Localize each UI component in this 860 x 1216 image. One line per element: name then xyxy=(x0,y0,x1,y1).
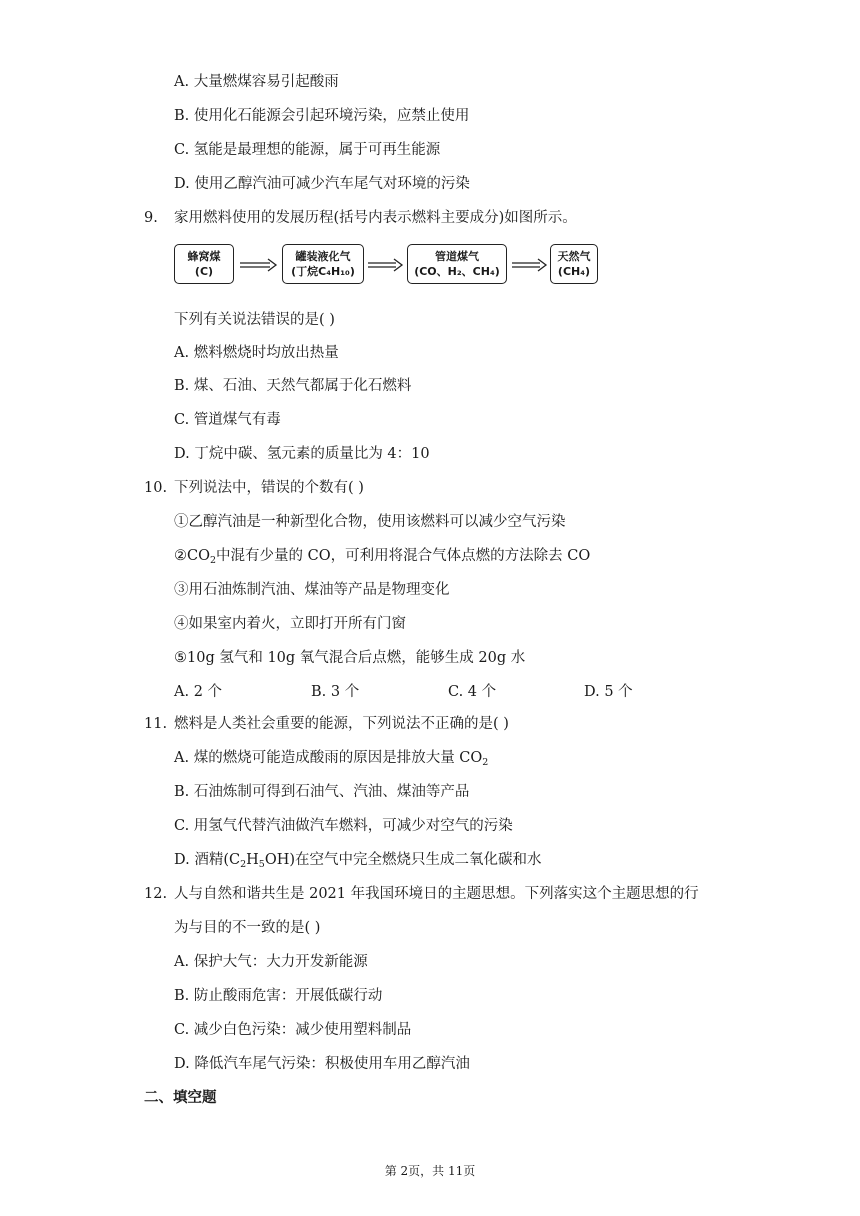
q10-stem: 下列说法中，错误的个数有( ) xyxy=(174,480,364,496)
q11-stem: 燃料是人类社会重要的能源，下列说法不正确的是( ) xyxy=(174,716,509,732)
q8-option-d: D. 使用乙醇汽油可减少汽车尾气对环境的污染 xyxy=(174,176,470,192)
option-text: OH)在空气中完全燃烧只生成二氧化碳和水 xyxy=(264,852,542,868)
q11-option-d xyxy=(174,850,542,875)
q10-statement-2 xyxy=(174,546,590,571)
flow-box-label: 天然气 xyxy=(557,250,591,263)
q10-option-a: A. 2 个 xyxy=(174,684,223,700)
q10-statement-5: ⑤10g 氢气和 10g 氧气混合后点燃，能够生成 20g 水 xyxy=(174,650,526,666)
flow-box-pipeline-gas xyxy=(407,244,507,284)
q9-stem: 家用燃料使用的发展历程(括号内表示燃料主要成分)如图所示。 xyxy=(174,210,577,226)
subscript: 2 xyxy=(240,859,247,870)
q10-number: 10. xyxy=(144,480,168,496)
option-text: A. 煤的燃烧可能造成酸雨的原因是排放大量 CO xyxy=(174,750,483,766)
q10-option-c: C. 4 个 xyxy=(448,684,497,700)
flow-box-lpg xyxy=(282,244,364,284)
subscript: 2 xyxy=(482,757,489,768)
q12-number: 12. xyxy=(144,886,168,902)
flow-box-label: 罐装液化气 xyxy=(295,250,351,263)
q10-statement-4: ④如果室内着火，立即打开所有门窗 xyxy=(174,616,406,632)
q12-option-b: B. 防止酸雨危害：开展低碳行动 xyxy=(174,988,383,1004)
q10-statement-1: ①乙醇汽油是一种新型化合物，使用该燃料可以减少空气污染 xyxy=(174,514,566,530)
statement-text: ②CO xyxy=(174,548,210,564)
flow-box-label: 蜂窝煤 xyxy=(187,250,221,263)
flow-box-honeycomb-coal xyxy=(174,244,234,284)
section-title: 二、填空题 xyxy=(144,1090,217,1106)
q10-option-b: B. 3 个 xyxy=(311,684,360,700)
flow-box-formula: (C) xyxy=(194,265,214,278)
q10-statement-3: ③用石油炼制汽油、煤油等产品是物理变化 xyxy=(174,582,450,598)
arrow-right-icon xyxy=(240,258,278,272)
q8-option-b: B. 使用化石能源会引起环境污染，应禁止使用 xyxy=(174,108,470,124)
q12-stem-line1: 人与自然和谐共生是 2021 年我国环境日的主题思想。下列落实这个主题思想的行 xyxy=(174,886,699,902)
statement-text: 中混有少量的 CO，可利用将混合气体点燃的方法除去 CO xyxy=(216,548,591,564)
arrow-right-icon xyxy=(368,258,404,272)
q9-prompt: 下列有关说法错误的是( ) xyxy=(174,312,335,328)
q8-option-c: C. 氢能是最理想的能源，属于可再生能源 xyxy=(174,142,441,158)
subscript: 2 xyxy=(209,555,217,566)
q12-option-c: C. 减少白色污染：减少使用塑料制品 xyxy=(174,1022,412,1038)
q10-option-d: D. 5 个 xyxy=(584,684,633,700)
q12-stem-line2: 为与目的不一致的是( ) xyxy=(174,920,321,936)
flow-box-label: 管道煤气 xyxy=(435,250,479,263)
flow-box-formula: (丁烷C₄H₁₀) xyxy=(291,265,355,278)
q9-option-b: B. 煤、石油、天然气都属于化石燃料 xyxy=(174,378,412,394)
flow-box-formula: (CH₄) xyxy=(557,265,591,278)
q12-option-d: D. 降低汽车尾气污染：积极使用车用乙醇汽油 xyxy=(174,1056,470,1072)
q12-option-a: A. 保护大气：大力开发新能源 xyxy=(174,954,368,970)
arrow-right-icon xyxy=(512,258,548,272)
q9-option-a: A. 燃料燃烧时均放出热量 xyxy=(174,345,339,361)
q11-option-c: C. 用氢气代替汽油做汽车燃料，可减少对空气的污染 xyxy=(174,818,513,834)
q8-option-a: A. 大量燃煤容易引起酸雨 xyxy=(174,74,339,90)
page-footer: 第 2页，共 11页 xyxy=(384,1164,476,1178)
option-text: D. 酒精(C xyxy=(174,852,241,868)
q9-number: 9. xyxy=(144,210,158,226)
q11-number: 11. xyxy=(144,716,168,732)
q9-option-c: C. 管道煤气有毒 xyxy=(174,412,281,428)
flow-box-formula: (CO、H₂、CH₄) xyxy=(414,265,500,278)
q11-option-a xyxy=(174,748,488,773)
option-text: H xyxy=(246,852,259,868)
q9-option-d: D. 丁烷中碳、氢元素的质量比为 4：10 xyxy=(174,446,430,462)
flow-box-natural-gas xyxy=(550,244,598,284)
subscript: 5 xyxy=(258,859,265,870)
q11-option-b: B. 石油炼制可得到石油气、汽油、煤油等产品 xyxy=(174,784,470,800)
